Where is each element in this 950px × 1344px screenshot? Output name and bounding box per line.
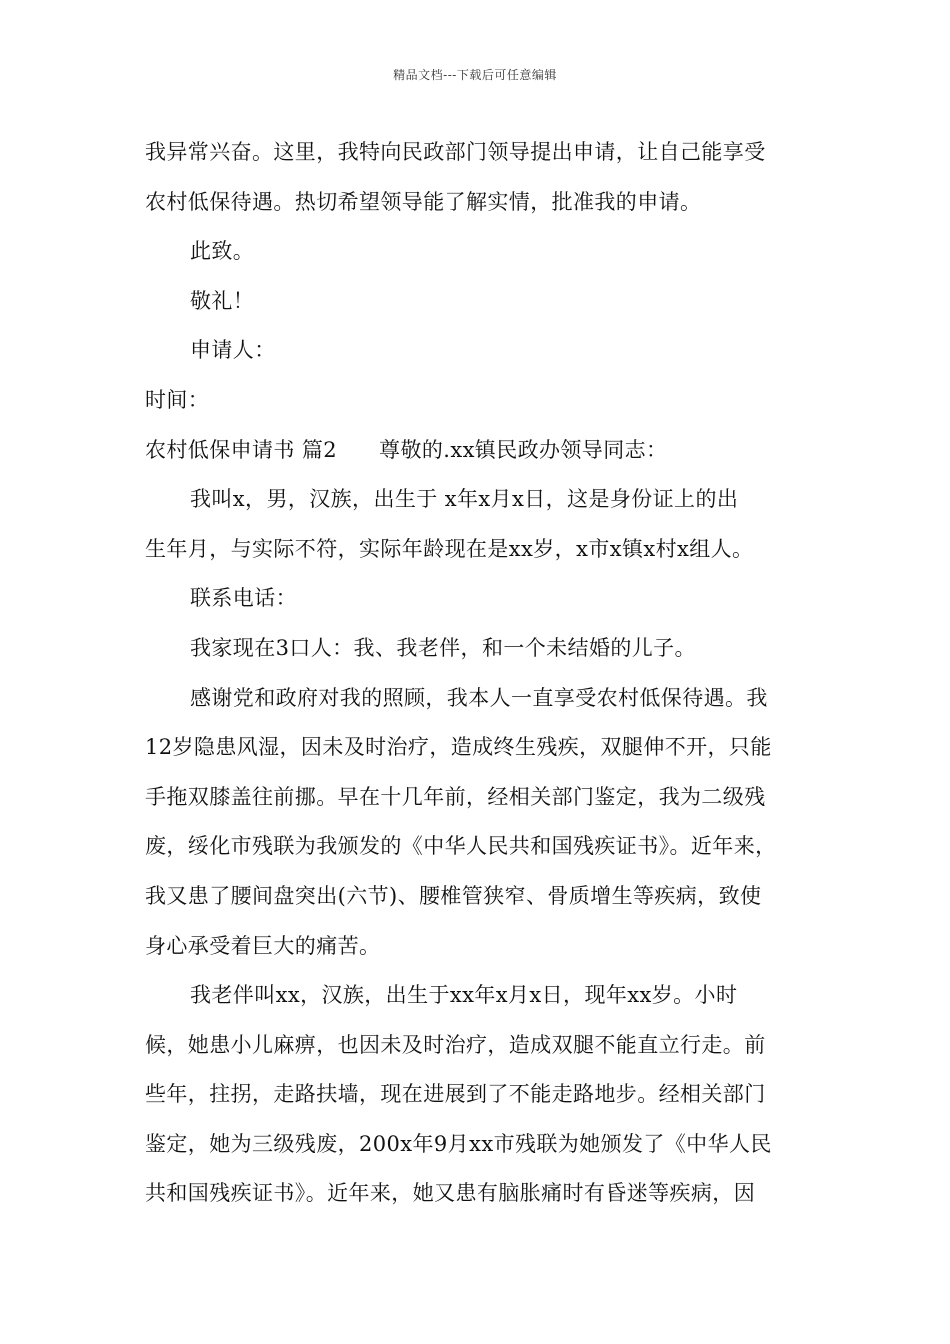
- text-line: 12岁隐患风湿，因未及时治疗，造成终生残疾，双腿伸不开，只能: [145, 735, 772, 760]
- salutation: 尊敬的.xx镇民政办领导同志：: [379, 437, 668, 462]
- text-line: 共和国残疾证书》。近年来，她又患有脑胀痛时有昏迷等疾病，因: [145, 1181, 756, 1206]
- page-header: 精品文档---下载后可任意编辑: [393, 68, 557, 82]
- text-line: 些年，拄拐，走路扶墙，现在进展到了不能走路地步。经相关部门: [145, 1082, 766, 1107]
- applicant-label: 申请人：: [190, 338, 276, 363]
- date-label: 时间：: [145, 387, 210, 412]
- text-line: 生年月，与实际不符，实际年龄现在是xx岁，x市x镇x村x组人。: [145, 536, 754, 561]
- text-line: 鉴定，她为三级残废，200x年9月xx市残联为她颁发了《中华人民: [145, 1131, 772, 1156]
- text-line: 手拖双膝盖往前挪。早在十几年前，经相关部门鉴定，我为二级残: [145, 784, 766, 809]
- text-line: 我异常兴奋。这里，我特向民政部门领导提出申请，让自己能享受: [145, 140, 766, 164]
- text-line: 感谢党和政府对我的照顾，我本人一直享受农村低保待遇。我: [190, 685, 768, 710]
- document-body: [145, 128, 815, 1219]
- text-line: 候，她患小儿麻痹，也因未及时治疗，造成双腿不能直立行走。前: [145, 1032, 766, 1057]
- section-title-line: [145, 426, 815, 476]
- section-title: 农村低保申请书 篇2: [145, 437, 338, 462]
- text-line: 我家现在3口人：我、我老伴，和一个未结婚的儿子。: [190, 635, 696, 660]
- text-line: 身心承受着巨大的痛苦。: [145, 933, 381, 958]
- text-line: 废，绥化市残联为我颁发的《中华人民共和国残疾证书》。近年来，: [145, 834, 777, 859]
- text-line: 我老伴叫xx，汉族，出生于xx年x月x日，现年xx岁。小时: [190, 983, 738, 1008]
- text-line: 农村低保待遇。热切希望领导能了解实情，批准我的申请。: [145, 189, 702, 214]
- phone-label: 联系电话：: [190, 586, 297, 611]
- text-line: 我又患了腰间盘突出(六节)、腰椎管狭窄、骨质增生等疾病，致使: [145, 883, 762, 908]
- closing-regards: 敬礼！: [190, 288, 255, 313]
- text-line: 我叫x，男，汉族，出生于 x年x月x日，这是身份证上的出: [190, 487, 739, 512]
- closing-salutation: 此致。: [190, 239, 255, 264]
